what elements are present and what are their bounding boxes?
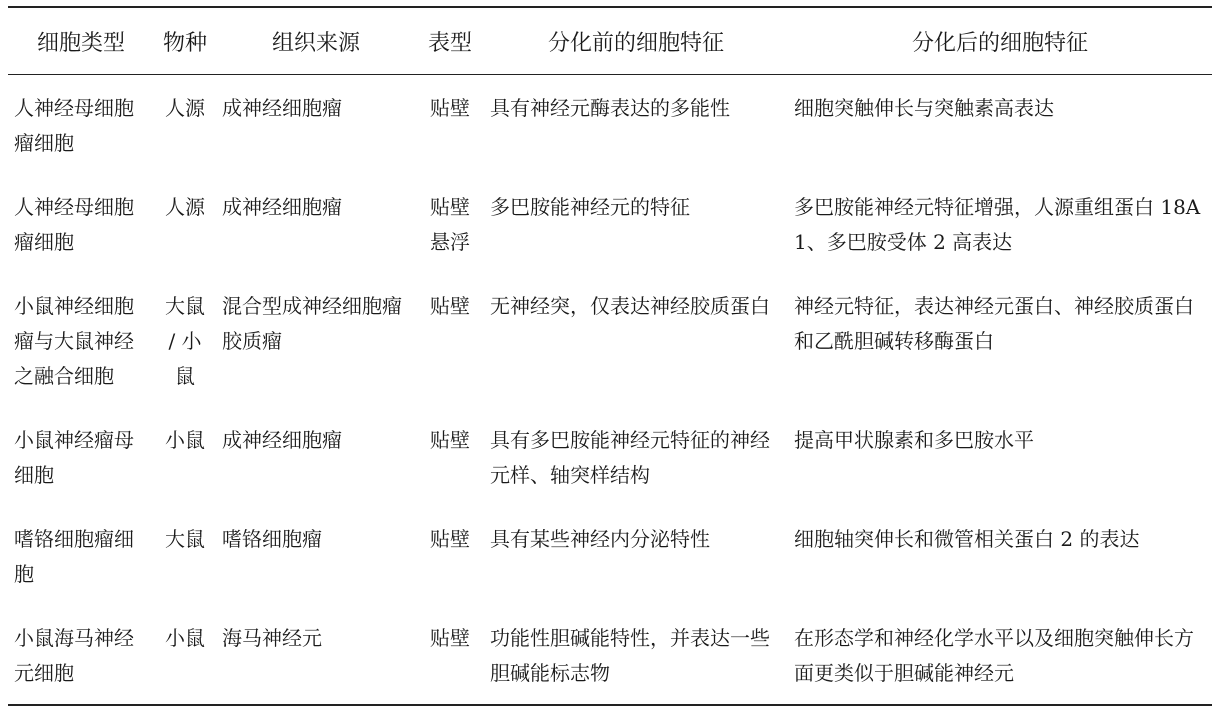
header-after-differentiation: 分化后的细胞特征	[788, 7, 1212, 75]
header-before-differentiation: 分化前的细胞特征	[484, 7, 788, 75]
after-differentiation: 细胞轴突伸长和微管相关蛋白 2 的表达	[794, 527, 1140, 551]
tissue-source: 嗜铬细胞瘤	[222, 527, 322, 551]
cell-type: 人神经母细胞瘤细胞	[14, 195, 134, 254]
species: 人源	[165, 195, 205, 219]
table-row	[8, 75, 1212, 175]
cell-type: 嗜铬细胞瘤细胞	[14, 527, 134, 586]
species: 大鼠 / 小鼠	[165, 294, 205, 388]
header-tissue-source: 组织来源	[216, 7, 416, 75]
table-row	[8, 506, 1212, 605]
table-row	[8, 605, 1212, 705]
before-differentiation: 功能性胆碱能特性，并表达一些胆碱能标志物	[484, 605, 788, 705]
table-row	[8, 174, 1212, 273]
phenotype: 贴壁	[416, 605, 484, 705]
after-differentiation: 多巴胺能神经元特征增强，人源重组蛋白 18A1、多巴胺受体 2 高表达	[794, 195, 1201, 254]
phenotype: 贴壁	[430, 96, 470, 120]
tissue-source: 成神经细胞瘤	[222, 96, 342, 120]
table-body	[8, 75, 1212, 706]
table-row	[8, 273, 1212, 407]
header-phenotype: 表型	[416, 7, 484, 75]
tissue-source: 成神经细胞瘤	[222, 428, 342, 452]
species: 小鼠	[154, 605, 216, 705]
after-differentiation: 细胞突触伸长与突触素高表达	[794, 96, 1054, 120]
cell-type: 小鼠海马神经元细胞	[8, 605, 154, 705]
after-differentiation: 神经元特征，表达神经元蛋白、神经胶质蛋白和乙酰胆碱转移酶蛋白	[794, 294, 1194, 353]
header-cell-type: 细胞类型	[8, 7, 154, 75]
before-differentiation: 具有神经元酶表达的多能性	[490, 96, 730, 120]
cell-type: 小鼠神经瘤母细胞	[14, 428, 134, 487]
phenotype: 贴壁	[430, 294, 470, 318]
before-differentiation: 无神经突，仅表达神经胶质蛋白	[490, 294, 770, 318]
cell-type: 人神经母细胞瘤细胞	[14, 96, 134, 155]
species: 大鼠	[165, 527, 205, 551]
table-header	[8, 7, 1212, 75]
species: 人源	[165, 96, 205, 120]
tissue-source: 海马神经元	[216, 605, 416, 705]
table-row	[8, 407, 1212, 506]
after-differentiation: 提高甲状腺素和多巴胺水平	[794, 428, 1034, 452]
after-differentiation: 在形态学和神经化学水平以及细胞突触伸长方面更类似于胆碱能神经元	[788, 605, 1212, 705]
tissue-source: 混合型成神经细胞瘤胶质瘤	[222, 294, 402, 353]
cell-line-table	[8, 6, 1212, 706]
before-differentiation: 具有某些神经内分泌特性	[490, 527, 710, 551]
header-species: 物种	[154, 7, 216, 75]
cell-type: 小鼠神经细胞瘤与大鼠神经之融合细胞	[14, 294, 134, 388]
species: 小鼠	[165, 428, 205, 452]
phenotype: 贴壁	[430, 527, 470, 551]
before-differentiation: 具有多巴胺能神经元特征的神经元样、轴突样结构	[490, 428, 770, 487]
phenotype: 贴壁	[430, 428, 470, 452]
header-row	[8, 7, 1212, 75]
before-differentiation: 多巴胺能神经元的特征	[490, 195, 690, 219]
tissue-source: 成神经细胞瘤	[222, 195, 342, 219]
phenotype: 贴壁悬浮	[430, 195, 470, 254]
